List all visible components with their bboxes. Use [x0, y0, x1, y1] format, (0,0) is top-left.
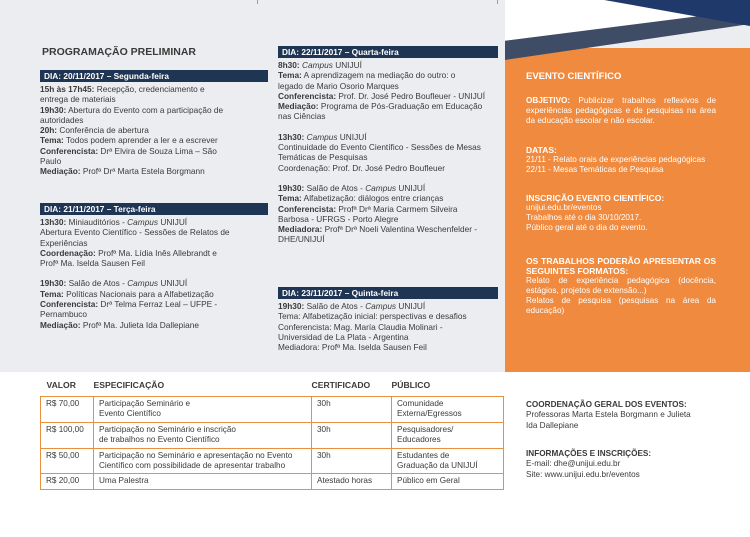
header-publico: PÚBLICO	[391, 380, 431, 390]
crop-mark	[257, 0, 258, 4]
day-header: DIA: 23/11/2017 – Quinta-feira	[278, 287, 498, 299]
table-row: R$ 100,00 Participação no Seminário e inscrição de trabalhos no Evento Científico 30h Pesquisadores/ Educadores	[41, 422, 504, 448]
program-col-2: DIA: 22/11/2017 – Quarta-feira 8h30: Campus UNIJUÍ Tema: A aprendizagem na mediação do outro: o legado de Mario Osorio Marques Conferencista: Prof. Dr. José Pedro Boufleuer - UNIJUÍ Mediação: Programa de Pós-Graduação em Educação nas Ciências 13h30: Campus UNIJUÍ Continuidade do Evento Científico - Sessões de Mesas Temáticas de Pesquisas Coordenação: Prof. Dr. José Pedro Boufleuer 19h30: Salão de Atos - Campus UNIJUÍ Tema: Alfabetização: diálogos entre crianças Conferencista: Profª Drª Maria Carmem Silveira Barbosa - UFRGS - Porto Alegre Mediadora: Profª Drª Noeli Valentina Weschenfelder - DHE/UNIJUÍ	[278, 46, 498, 245]
event-dates: DATAS: 21/11 - Relato orais de experiências pedagógicas 22/11 - Mesas Temáticas de Pesquisa	[526, 145, 706, 174]
contact-info: INFORMAÇÕES E INSCRIÇÕES: E-mail: dhe@unijui.edu.br Site: www.unijui.edu.br/eventos	[526, 449, 726, 480]
day-header: DIA: 21/11/2017 – Terça-feira	[40, 203, 268, 215]
event-title: EVENTO CIENTÍFICO	[526, 71, 622, 82]
email-link[interactable]: E-mail: dhe@unijui.edu.br	[526, 459, 621, 469]
table-row: R$ 50,00 Participação no Seminário e apresentação no Evento Científico com possibilidade de apresentar trabalho 30h Estudantes de Graduação da UNIJUÍ	[41, 448, 504, 474]
crop-mark	[497, 0, 498, 4]
event-inscricao: INSCRIÇÃO EVENTO CIENTÍFICO: unijui.edu.br/eventos Trabalhos até o dia 30/10/2017. Público geral até o dia do evento.	[526, 193, 665, 232]
day-header: DIA: 22/11/2017 – Quarta-feira	[278, 46, 498, 58]
header-especificacao: ESPECIFICAÇÃO	[93, 380, 165, 390]
price-table	[40, 378, 504, 490]
event-objective: OBJETIVO: Publicizar trabalhos reflexivos de experiências pedagógicas e de pesquisas na área da educação escolar e não escolar.	[526, 96, 716, 125]
table-row: R$ 20,00 Uma Palestra Atestado horas Público em Geral	[41, 474, 504, 489]
program-col-2b: DIA: 23/11/2017 – Quinta-feira 19h30: Salão de Atos - Campus UNIJUÍ Tema: Alfabetização inicial: perspectivas e desafios Conferencista: Mag. María Claudia Molinari - Universidad de La Plata - Argentina Mediadora: Profª Ma. Iselda Sausen Feil	[278, 287, 498, 352]
day-header: DIA: 20/11/2017 – Segunda-feira	[40, 70, 268, 82]
coordination: COORDENAÇÃO GERAL DOS EVENTOS: Professoras Marta Estela Borgmann e Julieta Ida Dallepiane	[526, 400, 691, 430]
program-col-1b: DIA: 21/11/2017 – Terça-feira 13h30: Miniauditórios - Campus UNIJUÍ Abertura Evento Científico - Sessões de Relatos de Experiências Coordenação: Profª Ma. Lídia Inês Allebrandt e Profª Ma. Iselda Sausen Feil 19h30: Salão de Atos - Campus UNIJUÍ Tema: Políticas Nacionais para a Alfabetização Conferencista: Drª Telma Ferraz Leal – UFPE - Pernambuco Mediação: Profª Ma. Julieta Ida Dallepiane	[40, 203, 268, 330]
program-title: PROGRAMAÇÃO PRELIMINAR	[42, 46, 196, 58]
site-link[interactable]: Site: www.unijui.edu.br/eventos	[526, 469, 640, 479]
table-row: R$ 70,00 Participação Seminário e Evento Científico 30h Comunidade Externa/Egressos	[41, 397, 504, 423]
event-formats: OS TRABALHOS PODERÃO APRESENTAR OS SEGUINTES FORMATOS: Relato de experiência pedagógica (docência, estágios, projetos de extensão...) Relatos de pesquisa (pesquisas na área da educação)	[526, 256, 716, 315]
program-col-1: DIA: 20/11/2017 – Segunda-feira 15h às 17h45: Recepção, credenciamento e entrega de materiais 19h30: Abertura do Evento com a participação de autoridades 20h: Conferência de abertura Tema: Todos podem aprender a ler e a escrever Conferencista: Drª Elvira de Souza Lima – São Paulo Mediação: Profª Drª Marta Estela Borgmann	[40, 70, 268, 177]
header-valor: VALOR	[46, 380, 76, 390]
header-certificado: CERTIFICADO	[311, 380, 371, 390]
